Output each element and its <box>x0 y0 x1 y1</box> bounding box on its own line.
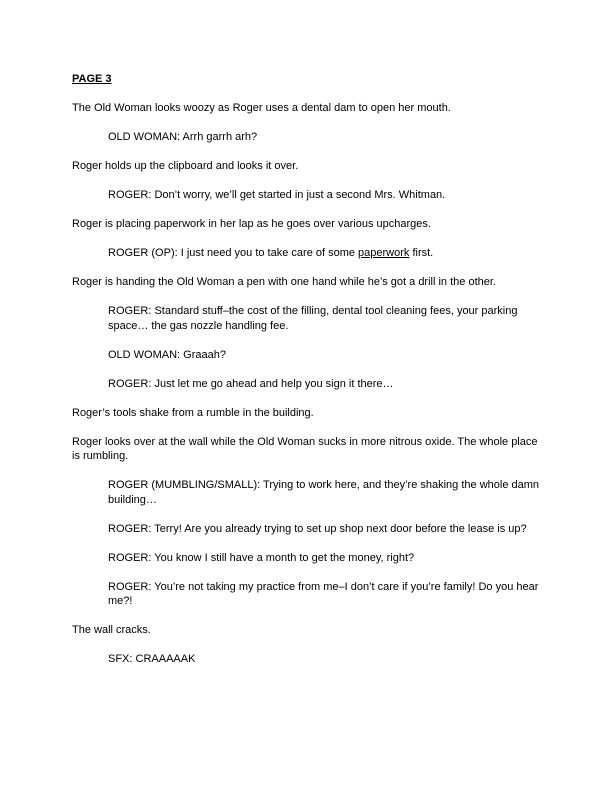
dialogue-text: first. <box>409 247 434 259</box>
action-line: Roger holds up the clipboard and looks it over. <box>72 160 299 172</box>
dialogue-text: ROGER (OP): I just need you to take care of some <box>108 247 359 259</box>
dialogue-line: ROGER: You’re not taking my practice from me–I don’t care if you’re family! Do you hear me?! <box>108 580 539 607</box>
action-line: The wall cracks. <box>72 624 151 636</box>
dialogue-line: OLD WOMAN: Arrh garrh arh? <box>108 131 258 143</box>
action-line: The Old Woman looks woozy as Roger uses a dental dam to open her mouth. <box>72 102 451 114</box>
dialogue-line: ROGER: Don’t worry, we’ll get started in just a second Mrs. Whitman. <box>108 189 446 201</box>
paperwork-underlined-word: paperwork <box>358 247 410 259</box>
dialogue-line: ROGER: You know I still have a month to get the money, right? <box>108 551 415 564</box>
action-line: Roger’s tools shake from a rumble in the building. <box>72 406 314 419</box>
dialogue-line <box>72 246 548 261</box>
action-line: Roger is placing paperwork in her lap as he goes over various upcharges. <box>72 218 431 230</box>
page-heading: PAGE 3 <box>72 73 112 85</box>
script-page <box>72 72 548 681</box>
action-line: Roger looks over at the wall while the Old Woman sucks in more nitrous oxide. The whole place is rumbling. <box>72 435 538 462</box>
dialogue-line: ROGER: Standard stuff–the cost of the filling, dental tool cleaning fees, your parking space… the gas nozzle handling fee. <box>108 305 518 332</box>
sfx-line: SFX: CRAAAAAK <box>108 653 196 665</box>
dialogue-line: ROGER (MUMBLING/SMALL): Trying to work here, and they’re shaking the whole damn building… <box>108 479 540 506</box>
action-line: Roger is handing the Old Woman a pen with one hand while he’s got a drill in the other. <box>72 276 496 288</box>
dialogue-line: OLD WOMAN: Graaah? <box>108 348 226 361</box>
dialogue-line: ROGER: Terry! Are you already trying to set up shop next door before the lease is up? <box>108 522 527 535</box>
dialogue-line: ROGER: Just let me go ahead and help you sign it there… <box>108 377 394 390</box>
